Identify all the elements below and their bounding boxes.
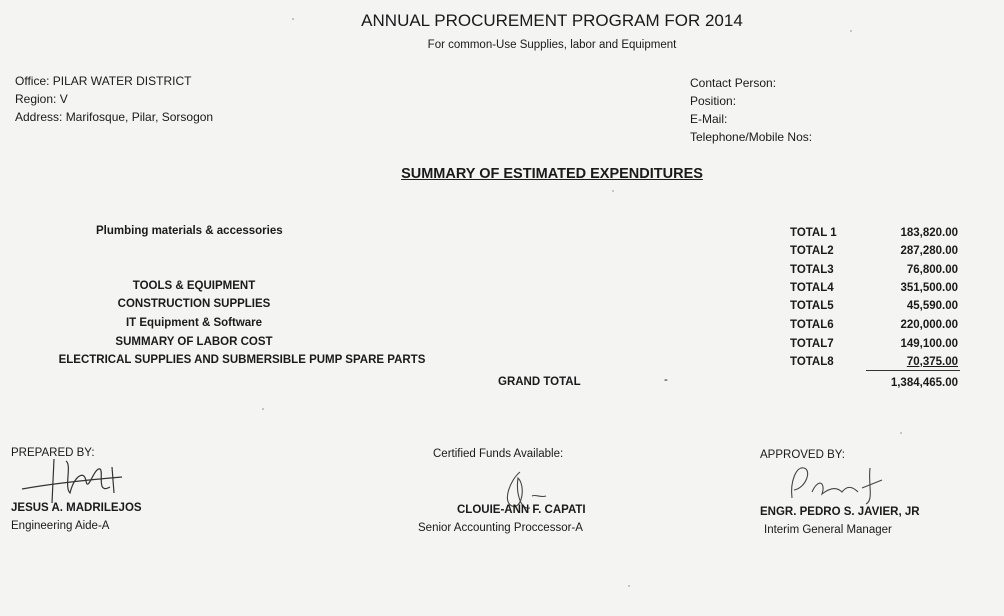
total-amount: 45,590.00 — [906, 300, 958, 312]
total-label: TOTAL8 — [790, 356, 834, 368]
total-amount: 183,820.00 — [900, 227, 958, 239]
total-label: TOTAL 1 — [790, 227, 837, 239]
telephone-line: Telephone/Mobile Nos: — [690, 130, 813, 144]
contact-person-line: Contact Person: — [690, 76, 777, 90]
total-amount: 149,100.00 — [900, 338, 958, 350]
total-amount: 220,000.00 — [900, 319, 958, 331]
approved-by-name: ENGR. PEDRO S. JAVIER, JR — [760, 506, 920, 518]
prepared-by-name: JESUS A. MADRILEJOS — [11, 502, 142, 514]
document-subtitle: For common-Use Supplies, labor and Equipment — [427, 39, 677, 51]
approved-by-position: Interim General Manager — [764, 524, 892, 536]
region-line: Region: V — [15, 92, 68, 106]
certified-funds-label: Certified Funds Available: — [433, 448, 564, 460]
total-label: TOTAL2 — [790, 245, 834, 257]
grand-total-amount: 1,384,465.00 — [890, 377, 958, 389]
grand-total-rule — [866, 370, 960, 371]
total-amount: 287,280.00 — [900, 245, 958, 257]
position-line: Position: — [690, 94, 737, 108]
item-plumbing: Plumbing materials & accessories — [96, 225, 283, 237]
approved-signature — [782, 458, 892, 508]
grand-total-dash: - — [664, 374, 668, 386]
total-label: TOTAL5 — [790, 300, 834, 312]
item-tools: TOOLS & EQUIPMENT — [132, 280, 256, 292]
grand-total-label: GRAND TOTAL — [498, 376, 581, 388]
item-labor-cost: SUMMARY OF LABOR COST — [115, 336, 273, 348]
office-line: Office: PILAR WATER DISTRICT — [15, 74, 192, 88]
approved-by-label: APPROVED BY: — [760, 449, 846, 461]
total-label: TOTAL3 — [790, 264, 834, 276]
total-amount: 351,500.00 — [900, 282, 958, 294]
email-line: E-Mail: — [690, 112, 728, 126]
prepared-by-position: Engineering Aide-A — [11, 520, 110, 532]
total-label: TOTAL6 — [790, 319, 834, 331]
office-info — [15, 72, 213, 126]
item-construction: CONSTRUCTION SUPPLIES — [117, 298, 271, 310]
prepared-signature — [14, 447, 134, 507]
item-it-equipment: IT Equipment & Software — [125, 317, 263, 329]
document-title: ANNUAL PROCUREMENT PROGRAM FOR 2014 — [361, 11, 743, 30]
total-label: TOTAL7 — [790, 338, 834, 350]
summary-heading: SUMMARY OF ESTIMATED EXPENDITURES — [401, 166, 703, 182]
item-electrical: ELECTRICAL SUPPLIES AND SUBMERSIBLE PUMP SPARE PARTS — [58, 354, 426, 366]
certified-funds-name: CLOUIE-ANN F. CAPATI — [457, 504, 586, 516]
prepared-by-label: PREPARED BY: — [11, 447, 95, 459]
total-label: TOTAL4 — [790, 282, 834, 294]
address-line: Address: Marifosque, Pilar, Sorsogon — [15, 110, 214, 124]
total-amount: 76,800.00 — [906, 264, 958, 276]
certified-funds-position: Senior Accounting Proccessor-A — [418, 522, 583, 534]
contact-info — [690, 74, 812, 146]
total-amount: 70,375.00 — [906, 356, 958, 368]
